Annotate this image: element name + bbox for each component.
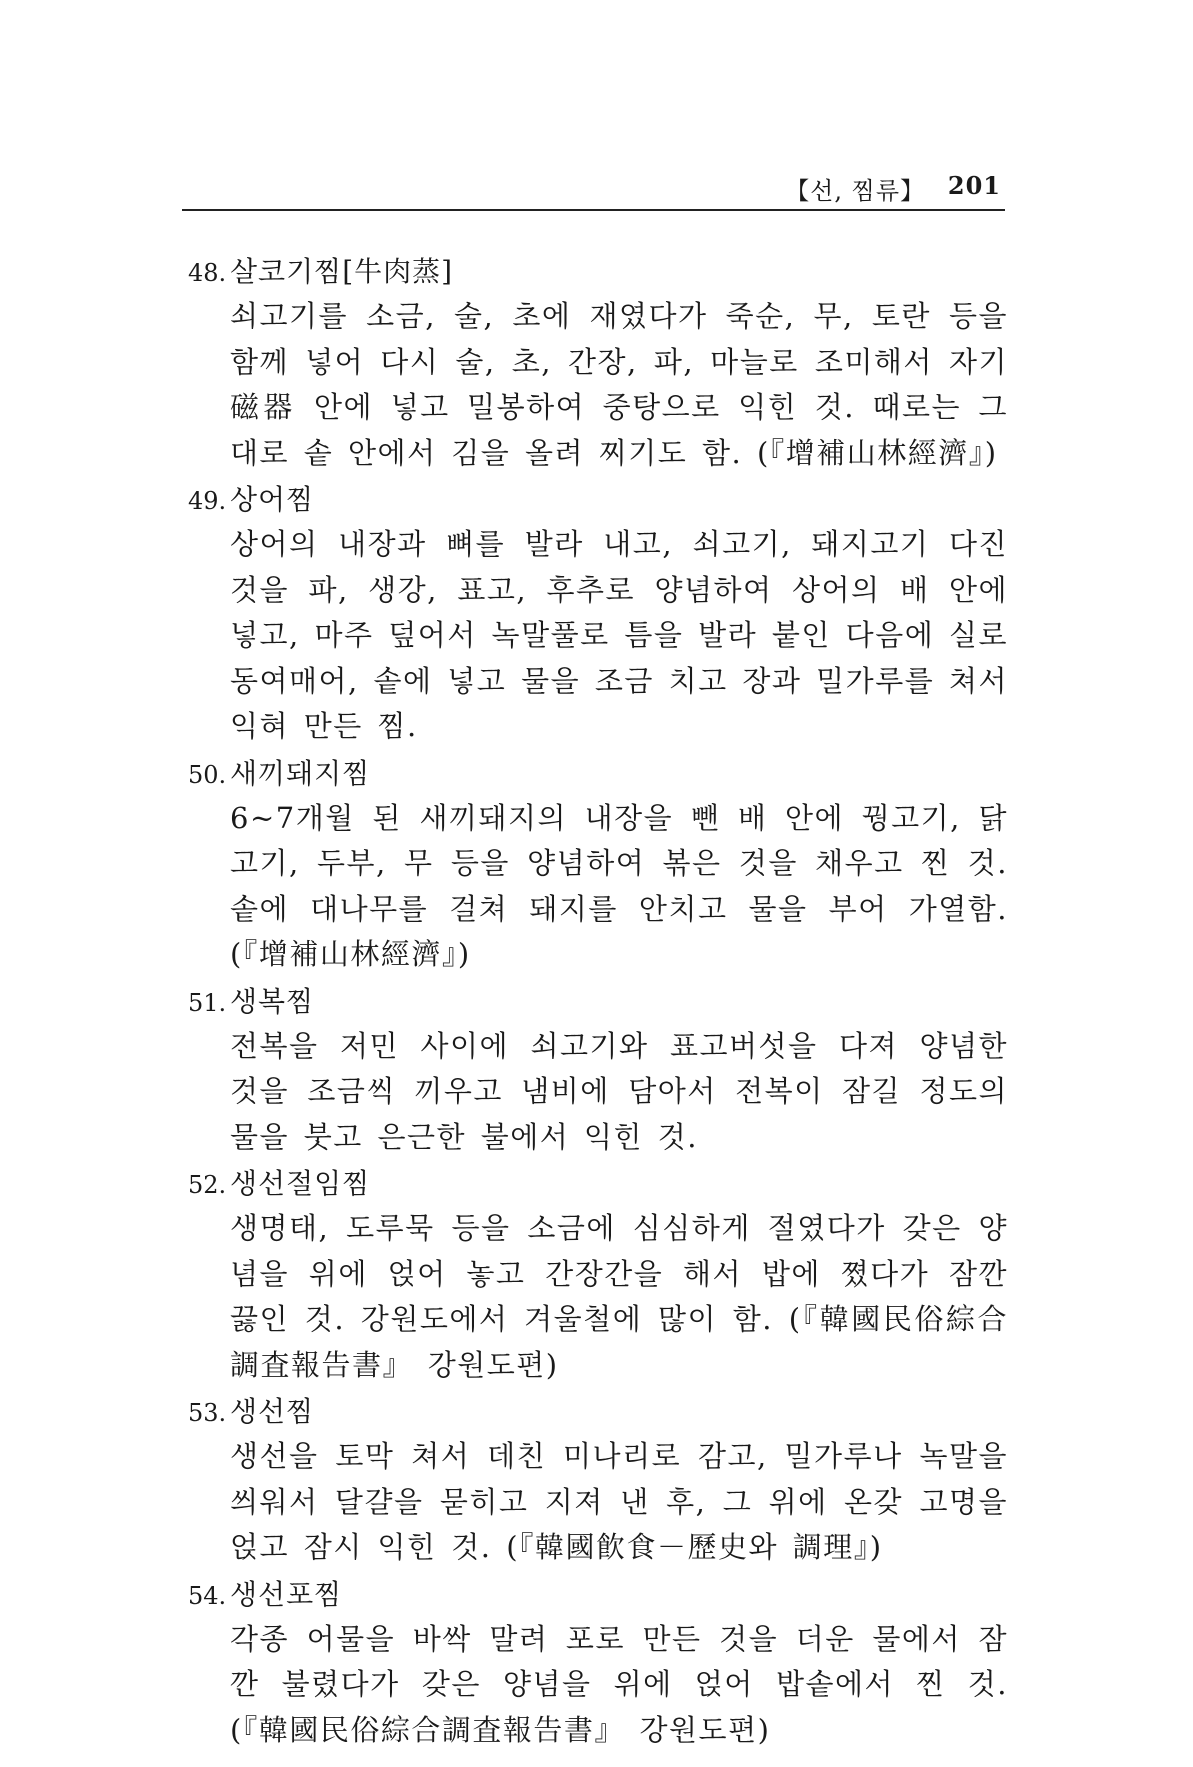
entry-heading <box>188 250 1008 294</box>
entry-list <box>188 250 1008 1755</box>
entry-title: 생선찜 <box>230 1395 315 1428</box>
entry-number: 54. <box>188 1581 227 1610</box>
entry-54 <box>188 1573 1008 1756</box>
entry-50 <box>188 752 1008 980</box>
running-header <box>182 165 1005 211</box>
entry-number: 53. <box>188 1399 227 1427</box>
entry-title: 생선절임찜 <box>230 1167 371 1200</box>
entry-heading <box>188 980 1008 1024</box>
entry-number: 51. <box>188 988 227 1017</box>
entry-title: 새끼돼지찜 <box>230 756 371 790</box>
entry-53 <box>188 1390 1008 1573</box>
entry-title: 생선포찜 <box>230 1577 343 1611</box>
entry-description: 생선을 토막 쳐서 데친 미나리로 감고, 밀가루나 녹말을 씌워서 달걀을 묻히고 지져 낸 후, 그 위에 온갖 고명을 얹고 잠시 익힌 것. (『韓國飮食－歷史와 調理』) <box>230 1439 1008 1564</box>
entry-51 <box>188 980 1008 1163</box>
entry-heading <box>188 1162 1008 1206</box>
entry-number: 48. <box>188 259 227 287</box>
entry-title: 생복찜 <box>230 984 315 1018</box>
entry-description: 쇠고기를 소금, 술, 초에 재였다가 죽순, 무, 토란 등을 함께 넣어 다시 술, 초, 간장, 파, 마늘로 조미해서 자기磁器 안에 넣고 밀봉하여 중탕으로 익힌 것. 때로는 그대로 솥 안에서 김을 올려 찌기도 함. (『增補山林經濟』) <box>230 299 1008 470</box>
entry-description: 전복을 저민 사이에 쇠고기와 표고버섯을 다져 양념한 것을 조금씩 끼우고 냄비에 담아서 전복이 잠길 정도의 물을 붓고 은근한 불에서 익힌 것. <box>230 1028 1008 1154</box>
entry-heading <box>188 752 1008 796</box>
entry-title: 상어찜 <box>230 483 315 516</box>
page-number: 201 <box>947 171 1001 200</box>
entry-number: 50. <box>188 760 227 789</box>
entry-description: 상어의 내장과 뼈를 발라 내고, 쇠고기, 돼지고기 다진 것을 파, 생강, 표고, 후추로 양념하여 상어의 배 안에 넣고, 마주 덮어서 녹말풀로 틈을 발라 붙인 다음에 실로 동여매어, 솥에 넣고 물을 조금 치고 장과 밀가루를 쳐서 익혀 만든 찜. <box>230 527 1008 743</box>
entry-number: 49. <box>188 487 227 515</box>
section-title: 【선, 찜류】 <box>785 177 925 205</box>
entry-49 <box>188 478 1008 752</box>
entry-52 <box>188 1162 1008 1390</box>
entry-description: 6~7개월 된 새끼돼지의 내장을 뺀 배 안에 꿩고기, 닭고기, 두부, 무 등을 양념하여 볶은 것을 채우고 찐 것. 솥에 대나무를 걸쳐 돼지를 안치고 물을 부어 가열함. (『增補山林經濟』) <box>230 800 1008 971</box>
entry-heading <box>188 1573 1008 1617</box>
entry-title: 살코기찜[牛肉蒸] <box>230 255 454 288</box>
entry-heading <box>188 478 1008 522</box>
entry-heading <box>188 1390 1008 1434</box>
entry-48 <box>188 250 1008 478</box>
entry-number: 52. <box>188 1171 227 1199</box>
entry-description: 생명태, 도루묵 등을 소금에 심심하게 절였다가 갖은 양념을 위에 얹어 놓고 간장간을 해서 밥에 쪘다가 잠깐 끓인 것. 강원도에서 겨울철에 많이 함. (『韓國民俗綜合調査報告書』 강원도편) <box>230 1211 1008 1382</box>
entry-description: 각종 어물을 바싹 말려 포로 만든 것을 더운 물에서 잠깐 불렸다가 갖은 양념을 위에 얹어 밥솥에서 찐 것. (『韓國民俗綜合調査報告書』 강원도편) <box>230 1621 1008 1747</box>
